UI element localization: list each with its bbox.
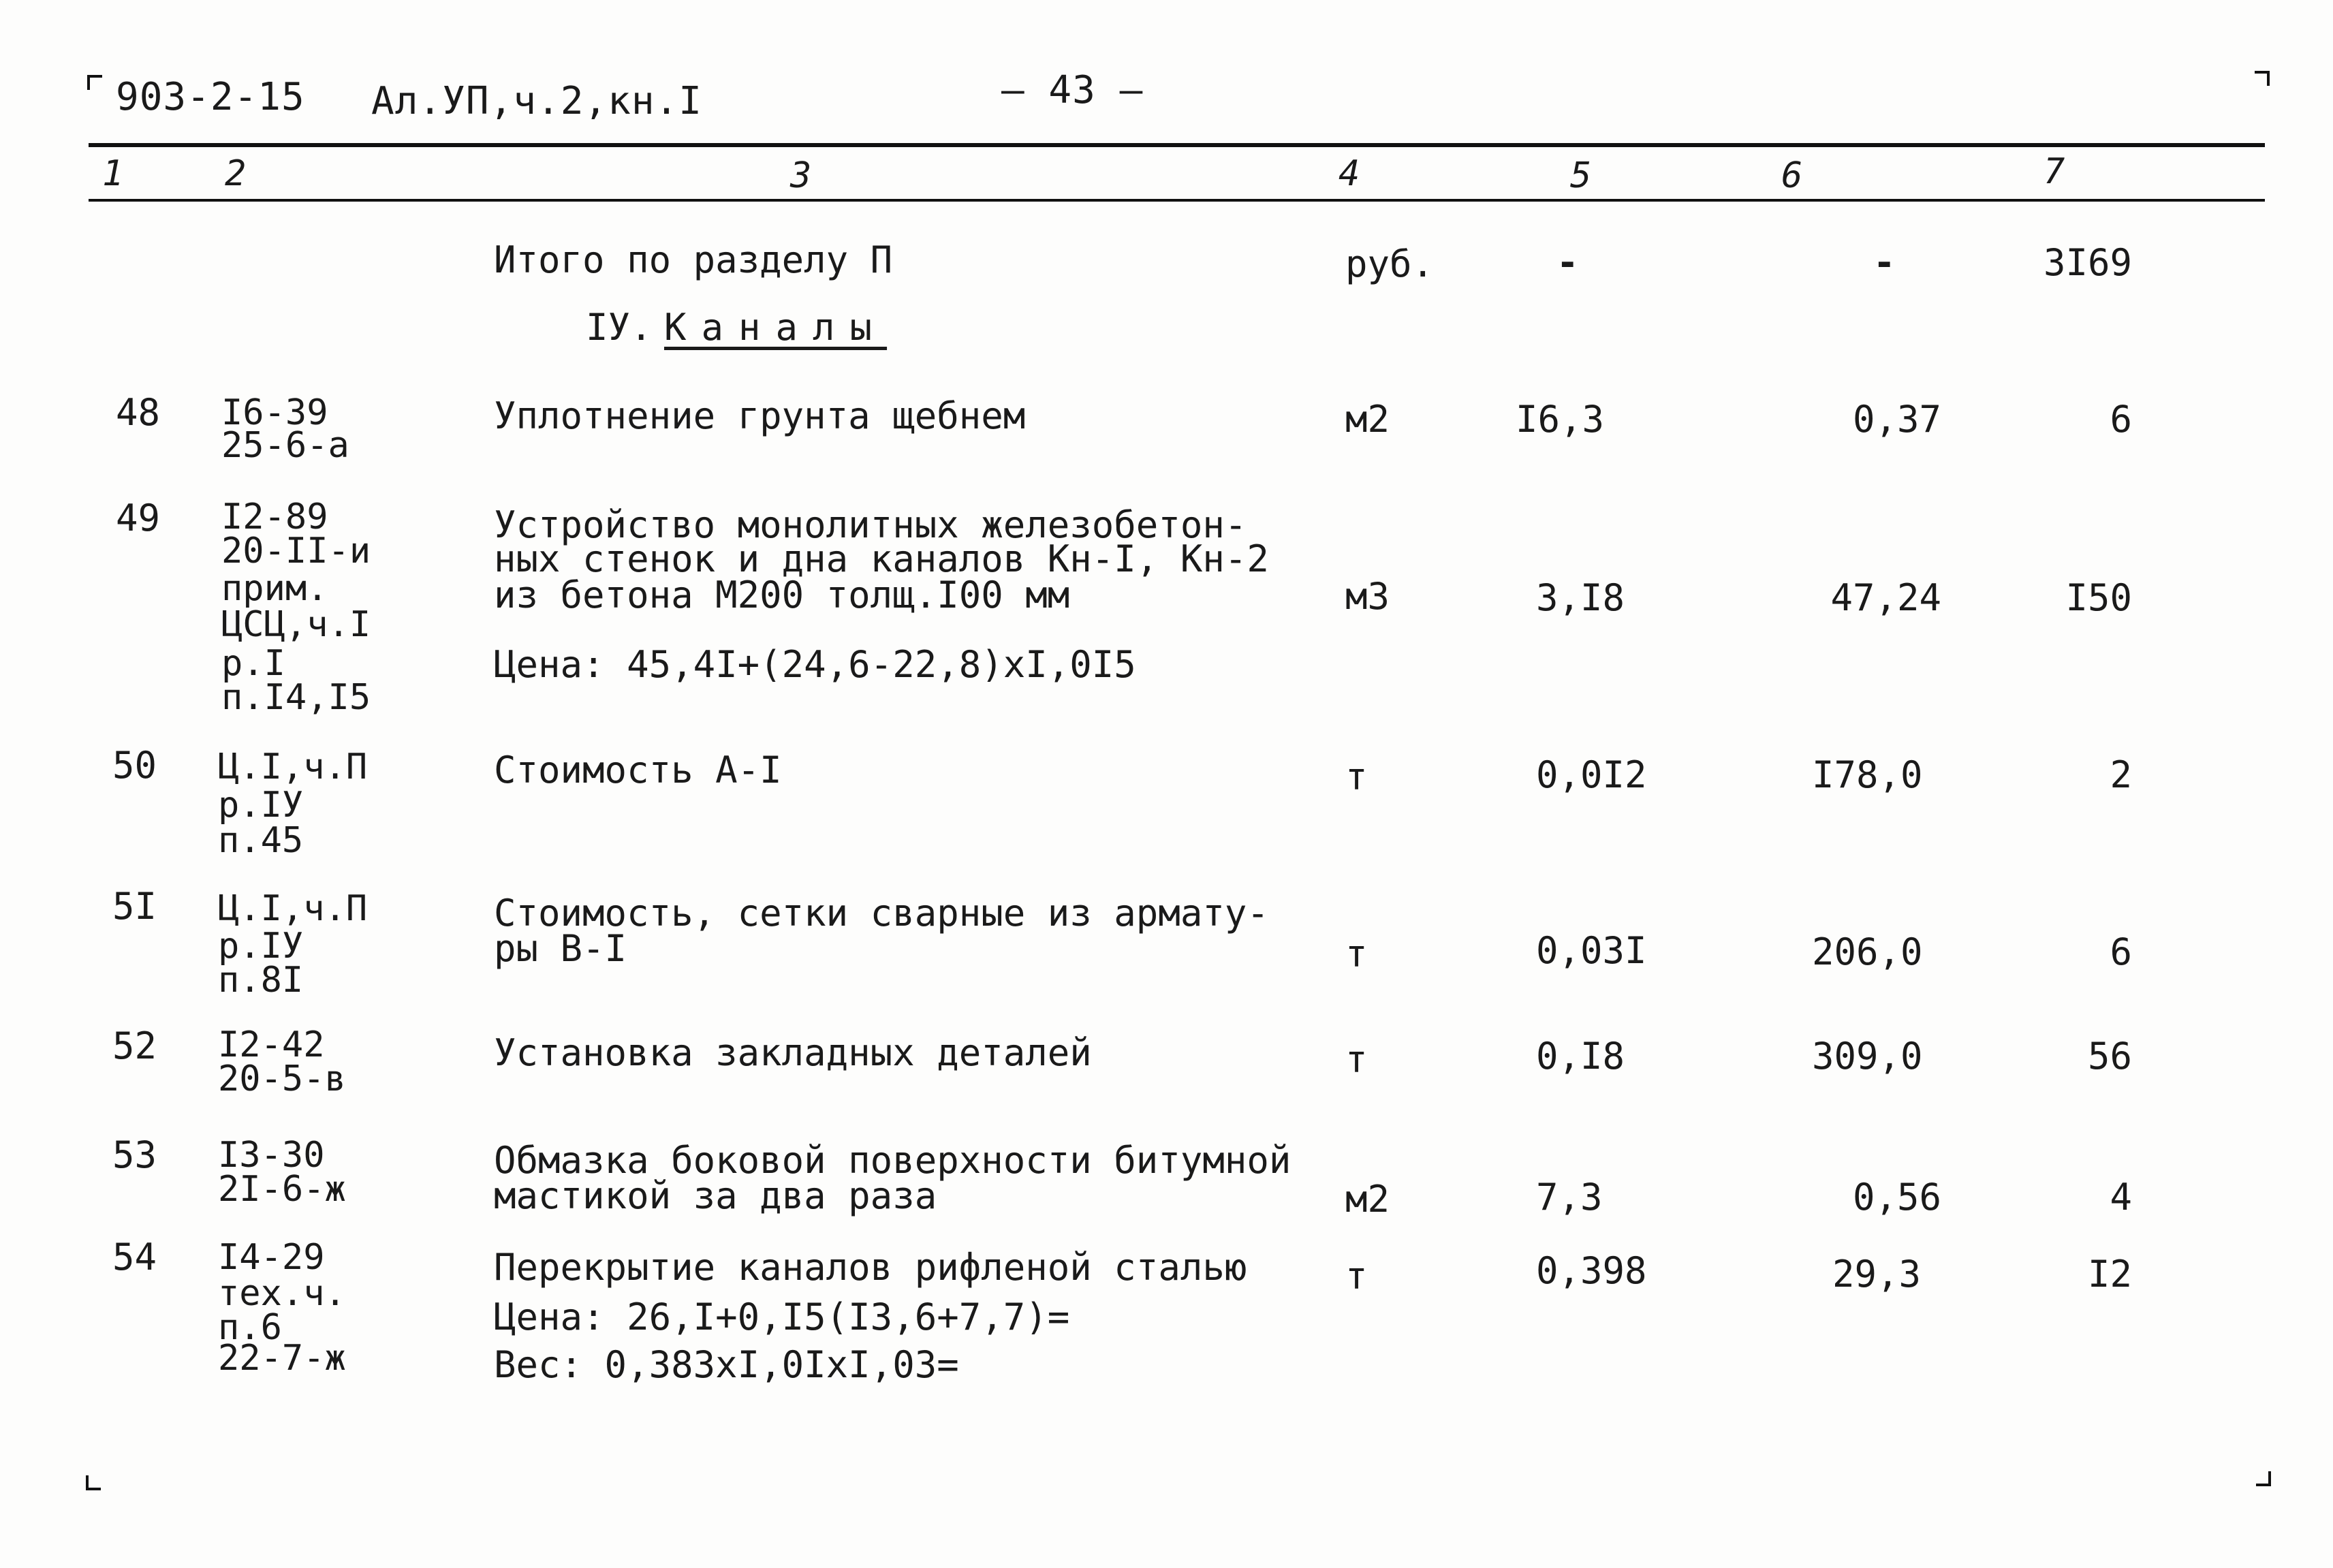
row-unit: т xyxy=(1345,755,1368,798)
row-ref-line: п.45 xyxy=(218,820,304,861)
corner-mark-top-right xyxy=(2255,71,2270,86)
column-number-7: 7 xyxy=(2044,151,2065,192)
row-unit: т xyxy=(1345,1255,1368,1298)
column-number-6: 6 xyxy=(1781,155,1803,196)
row-ref-line: Ц.I,ч.П xyxy=(218,888,368,929)
row-quantity: 7,3 xyxy=(1536,1176,1603,1219)
column-number-3: 3 xyxy=(790,155,812,196)
section-total-price: - xyxy=(1873,241,1896,284)
row-ref-line: Ц.I,ч.П xyxy=(218,747,368,787)
row-ref-line: п.8I xyxy=(218,960,304,1001)
row-unit: м3 xyxy=(1345,575,1390,618)
row-quantity: 0,0I2 xyxy=(1536,753,1647,796)
row-unit-price: 0,56 xyxy=(1852,1176,1941,1219)
row-description: Перекрытие каналов рифленой сталью xyxy=(494,1246,1247,1289)
row-ref-line: п.6 xyxy=(218,1307,282,1348)
row-ref-line: ЦСЦ,ч.I xyxy=(221,604,371,645)
row-number: 52 xyxy=(112,1024,157,1067)
section-total-label: Итого по разделу П xyxy=(494,238,893,281)
row-quantity: 0,03I xyxy=(1536,929,1647,972)
row-description: Устройство монолитных железобетон- xyxy=(494,503,1247,546)
row-number: 53 xyxy=(112,1133,157,1176)
row-unit: т xyxy=(1345,932,1368,975)
row-number: 49 xyxy=(116,497,161,539)
row-description: Уплотнение грунта щебнем xyxy=(494,394,1026,437)
row-ref-line: 25-6-а xyxy=(221,425,349,466)
row-quantity: 0,398 xyxy=(1536,1249,1647,1292)
row-description: мастикой за два раза xyxy=(494,1174,937,1217)
row-description: ры В-I xyxy=(494,927,627,970)
section-total-sum: 3I69 xyxy=(2044,241,2133,284)
section-heading-roman: IУ. xyxy=(586,306,653,349)
row-price-note: Цена: 26,I+0,I5(I3,6+7,7)= xyxy=(494,1296,1070,1338)
doc-code: 903-2-15 xyxy=(116,75,305,119)
row-unit-price: 0,37 xyxy=(1852,398,1941,441)
row-number: 5I xyxy=(112,885,157,928)
column-number-5: 5 xyxy=(1570,155,1592,196)
row-total: 6 xyxy=(2110,398,2132,441)
row-description: из бетона М200 толщ.I00 мм xyxy=(494,574,1070,616)
row-ref-line: I4-29 xyxy=(218,1237,325,1278)
row-number: 48 xyxy=(116,391,161,434)
row-ref-line: прим. xyxy=(221,568,328,609)
row-ref-line: 2I-6-ж xyxy=(218,1169,346,1210)
row-description: Обмазка боковой поверхности битумной xyxy=(494,1139,1291,1182)
corner-mark-bottom-left xyxy=(86,1475,101,1490)
row-total: 2 xyxy=(2110,753,2132,796)
row-description: ных стенок и дна каналов Кн-I, Кн-2 xyxy=(494,537,1269,580)
row-ref-line: I2-89 xyxy=(221,497,328,537)
corner-mark-top-left xyxy=(87,75,102,90)
row-total: 56 xyxy=(2087,1035,2132,1078)
album-reference: Ал.УП,ч.2,кн.I xyxy=(371,79,703,123)
corner-mark-bottom-right xyxy=(2256,1471,2271,1486)
column-number-1: 1 xyxy=(102,153,124,194)
row-ref-line: 22-7-ж xyxy=(218,1338,346,1379)
row-unit: м2 xyxy=(1345,1178,1390,1221)
row-description: Стоимость А-I xyxy=(494,749,782,791)
row-ref-line: р.IУ xyxy=(218,785,304,826)
row-total: I2 xyxy=(2087,1253,2132,1296)
row-unit: м2 xyxy=(1345,398,1390,441)
row-unit-price: 206,0 xyxy=(1812,930,1923,973)
row-total: 4 xyxy=(2110,1176,2132,1219)
row-ref-line: I3-30 xyxy=(218,1135,325,1176)
row-ref-line: р.I xyxy=(221,643,285,684)
row-unit: т xyxy=(1345,1038,1368,1081)
section-total-unit: руб. xyxy=(1345,242,1435,285)
row-price-note: Цена: 45,4I+(24,6-22,8)хI,0I5 xyxy=(494,643,1136,686)
row-ref-line: I2-42 xyxy=(218,1024,325,1065)
row-ref-line: 20-5-в xyxy=(218,1059,346,1099)
row-quantity: I6,3 xyxy=(1516,398,1605,441)
row-ref-line: п.I4,I5 xyxy=(221,677,371,718)
row-description: Стоимость, сетки сварные из армату- xyxy=(494,892,1269,935)
section-heading-title: Каналы xyxy=(664,306,888,349)
row-description: Установка закладных деталей xyxy=(494,1031,1092,1074)
row-unit-price: 309,0 xyxy=(1812,1035,1923,1078)
column-number-2: 2 xyxy=(225,153,247,194)
row-quantity: 0,I8 xyxy=(1536,1035,1625,1078)
section-total-qty: - xyxy=(1556,241,1579,284)
row-ref-line: I6-39 xyxy=(221,392,328,433)
row-number: 50 xyxy=(112,744,157,787)
row-ref-line: 20-II-и xyxy=(221,531,371,571)
row-total: 6 xyxy=(2110,930,2132,973)
header-rule-bottom xyxy=(89,199,2265,202)
row-unit-price: 47,24 xyxy=(1830,576,1941,619)
row-ref-line: тех.ч. xyxy=(218,1273,346,1314)
row-unit-price: 29,3 xyxy=(1832,1253,1922,1296)
row-unit-price: I78,0 xyxy=(1812,753,1923,796)
header-rule-top xyxy=(89,143,2265,147)
row-quantity: 3,I8 xyxy=(1536,576,1625,619)
page-number: – 43 – xyxy=(1001,68,1144,112)
row-number: 54 xyxy=(112,1236,157,1279)
row-ref-line: р.IУ xyxy=(218,926,304,967)
column-number-4: 4 xyxy=(1338,153,1360,194)
row-weight-note: Вес: 0,383хI,0IхI,03= xyxy=(494,1343,959,1386)
row-total: I50 xyxy=(2065,576,2132,619)
